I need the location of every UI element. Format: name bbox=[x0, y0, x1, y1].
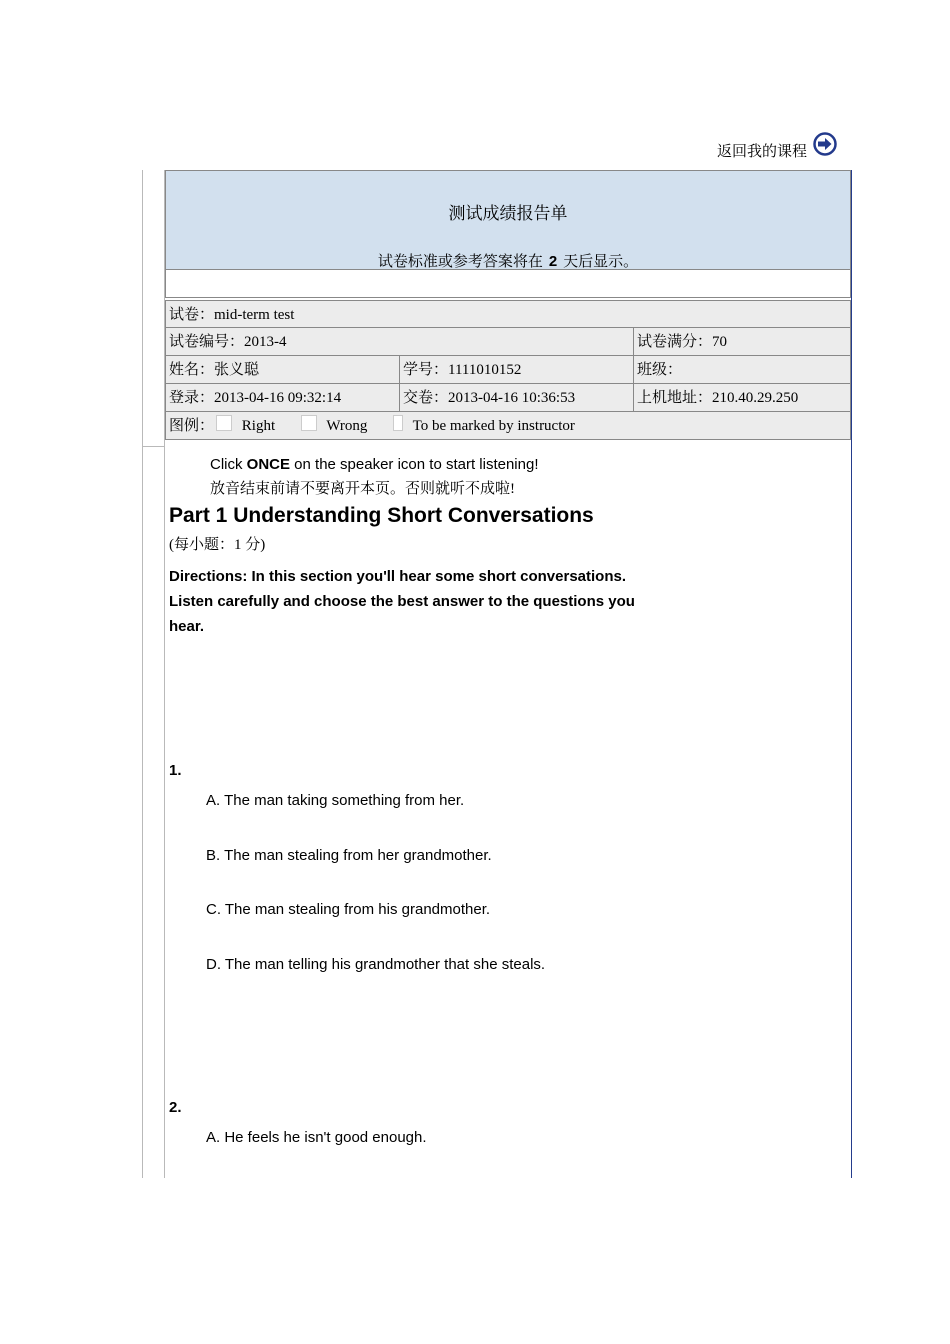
test-content bbox=[169, 452, 849, 1146]
student-row bbox=[165, 356, 851, 384]
legend-right-label: Right bbox=[241, 418, 276, 434]
legend-instructor-swatch bbox=[393, 415, 403, 431]
answer-option[interactable]: B. The man stealing from her grandmother. bbox=[206, 847, 492, 864]
report-title: 测试成绩报告单 bbox=[448, 204, 568, 223]
frame-line-right bbox=[851, 170, 852, 1178]
paper-number: 试卷编号：2013-4 bbox=[169, 334, 287, 350]
answer-option[interactable]: D. The man telling his grandmother that she steals. bbox=[206, 956, 546, 973]
answer-option[interactable]: A. The man taking something from her. bbox=[206, 792, 465, 809]
back-to-my-courses-link[interactable] bbox=[717, 126, 837, 161]
legend: 图例： Right Wrong To be marked by instructor bbox=[166, 412, 850, 439]
question-number: 1. bbox=[169, 762, 182, 779]
blank-row bbox=[165, 270, 851, 298]
part-title: Part 1 Understanding Short Conversations bbox=[169, 504, 594, 527]
frame-line-left bbox=[142, 170, 143, 1178]
back-link-label: 返回我的课程 bbox=[717, 144, 808, 160]
time-row bbox=[165, 384, 851, 412]
paper-row bbox=[165, 300, 851, 328]
report-header bbox=[165, 170, 851, 270]
frame-divider bbox=[142, 446, 164, 447]
class-name: 班级： bbox=[633, 356, 850, 383]
part-score: (每小题：1 分) bbox=[169, 537, 266, 553]
score-report bbox=[165, 170, 851, 440]
question-number: 2. bbox=[169, 1099, 182, 1116]
ip-address: 上机地址：210.40.29.250 bbox=[633, 384, 850, 411]
student-name: 姓名：张义聪 bbox=[169, 362, 260, 378]
legend-row bbox=[165, 412, 851, 440]
arrow-right-circle-icon bbox=[813, 132, 837, 156]
answer-release-note: 试卷标准或参考答案将在 2 天后显示。 bbox=[377, 253, 639, 270]
paper-no-row bbox=[165, 328, 851, 356]
listen-warning: 放音结束前请不要离开本页。否则就听不成啦! bbox=[210, 481, 515, 497]
legend-instructor-label: To be marked by instructor bbox=[412, 418, 575, 434]
full-score: 试卷满分：70 bbox=[633, 328, 850, 355]
legend-right-swatch bbox=[216, 415, 232, 431]
part-directions: Directions: In this section you'll hear some short conversations. Listen carefully and choose the best answer to the questions you hear. bbox=[169, 568, 635, 635]
answer-option[interactable]: C. The man stealing from his grandmother. bbox=[206, 901, 491, 918]
student-number: 学号：1111010152 bbox=[399, 356, 633, 383]
answer-option[interactable]: A. He feels he isn't good enough. bbox=[206, 1129, 427, 1146]
legend-wrong-label: Wrong bbox=[326, 418, 368, 434]
login-time: 登录：2013-04-16 09:32:14 bbox=[169, 390, 342, 406]
listening-instruction bbox=[210, 452, 849, 502]
legend-wrong-swatch bbox=[301, 415, 317, 431]
paper-name: 试卷：mid-term test bbox=[169, 307, 295, 323]
listen-click-once: Click ONCE on the speaker icon to start listening! bbox=[210, 456, 539, 473]
submit-time: 交卷：2013-04-16 10:36:53 bbox=[399, 384, 633, 411]
